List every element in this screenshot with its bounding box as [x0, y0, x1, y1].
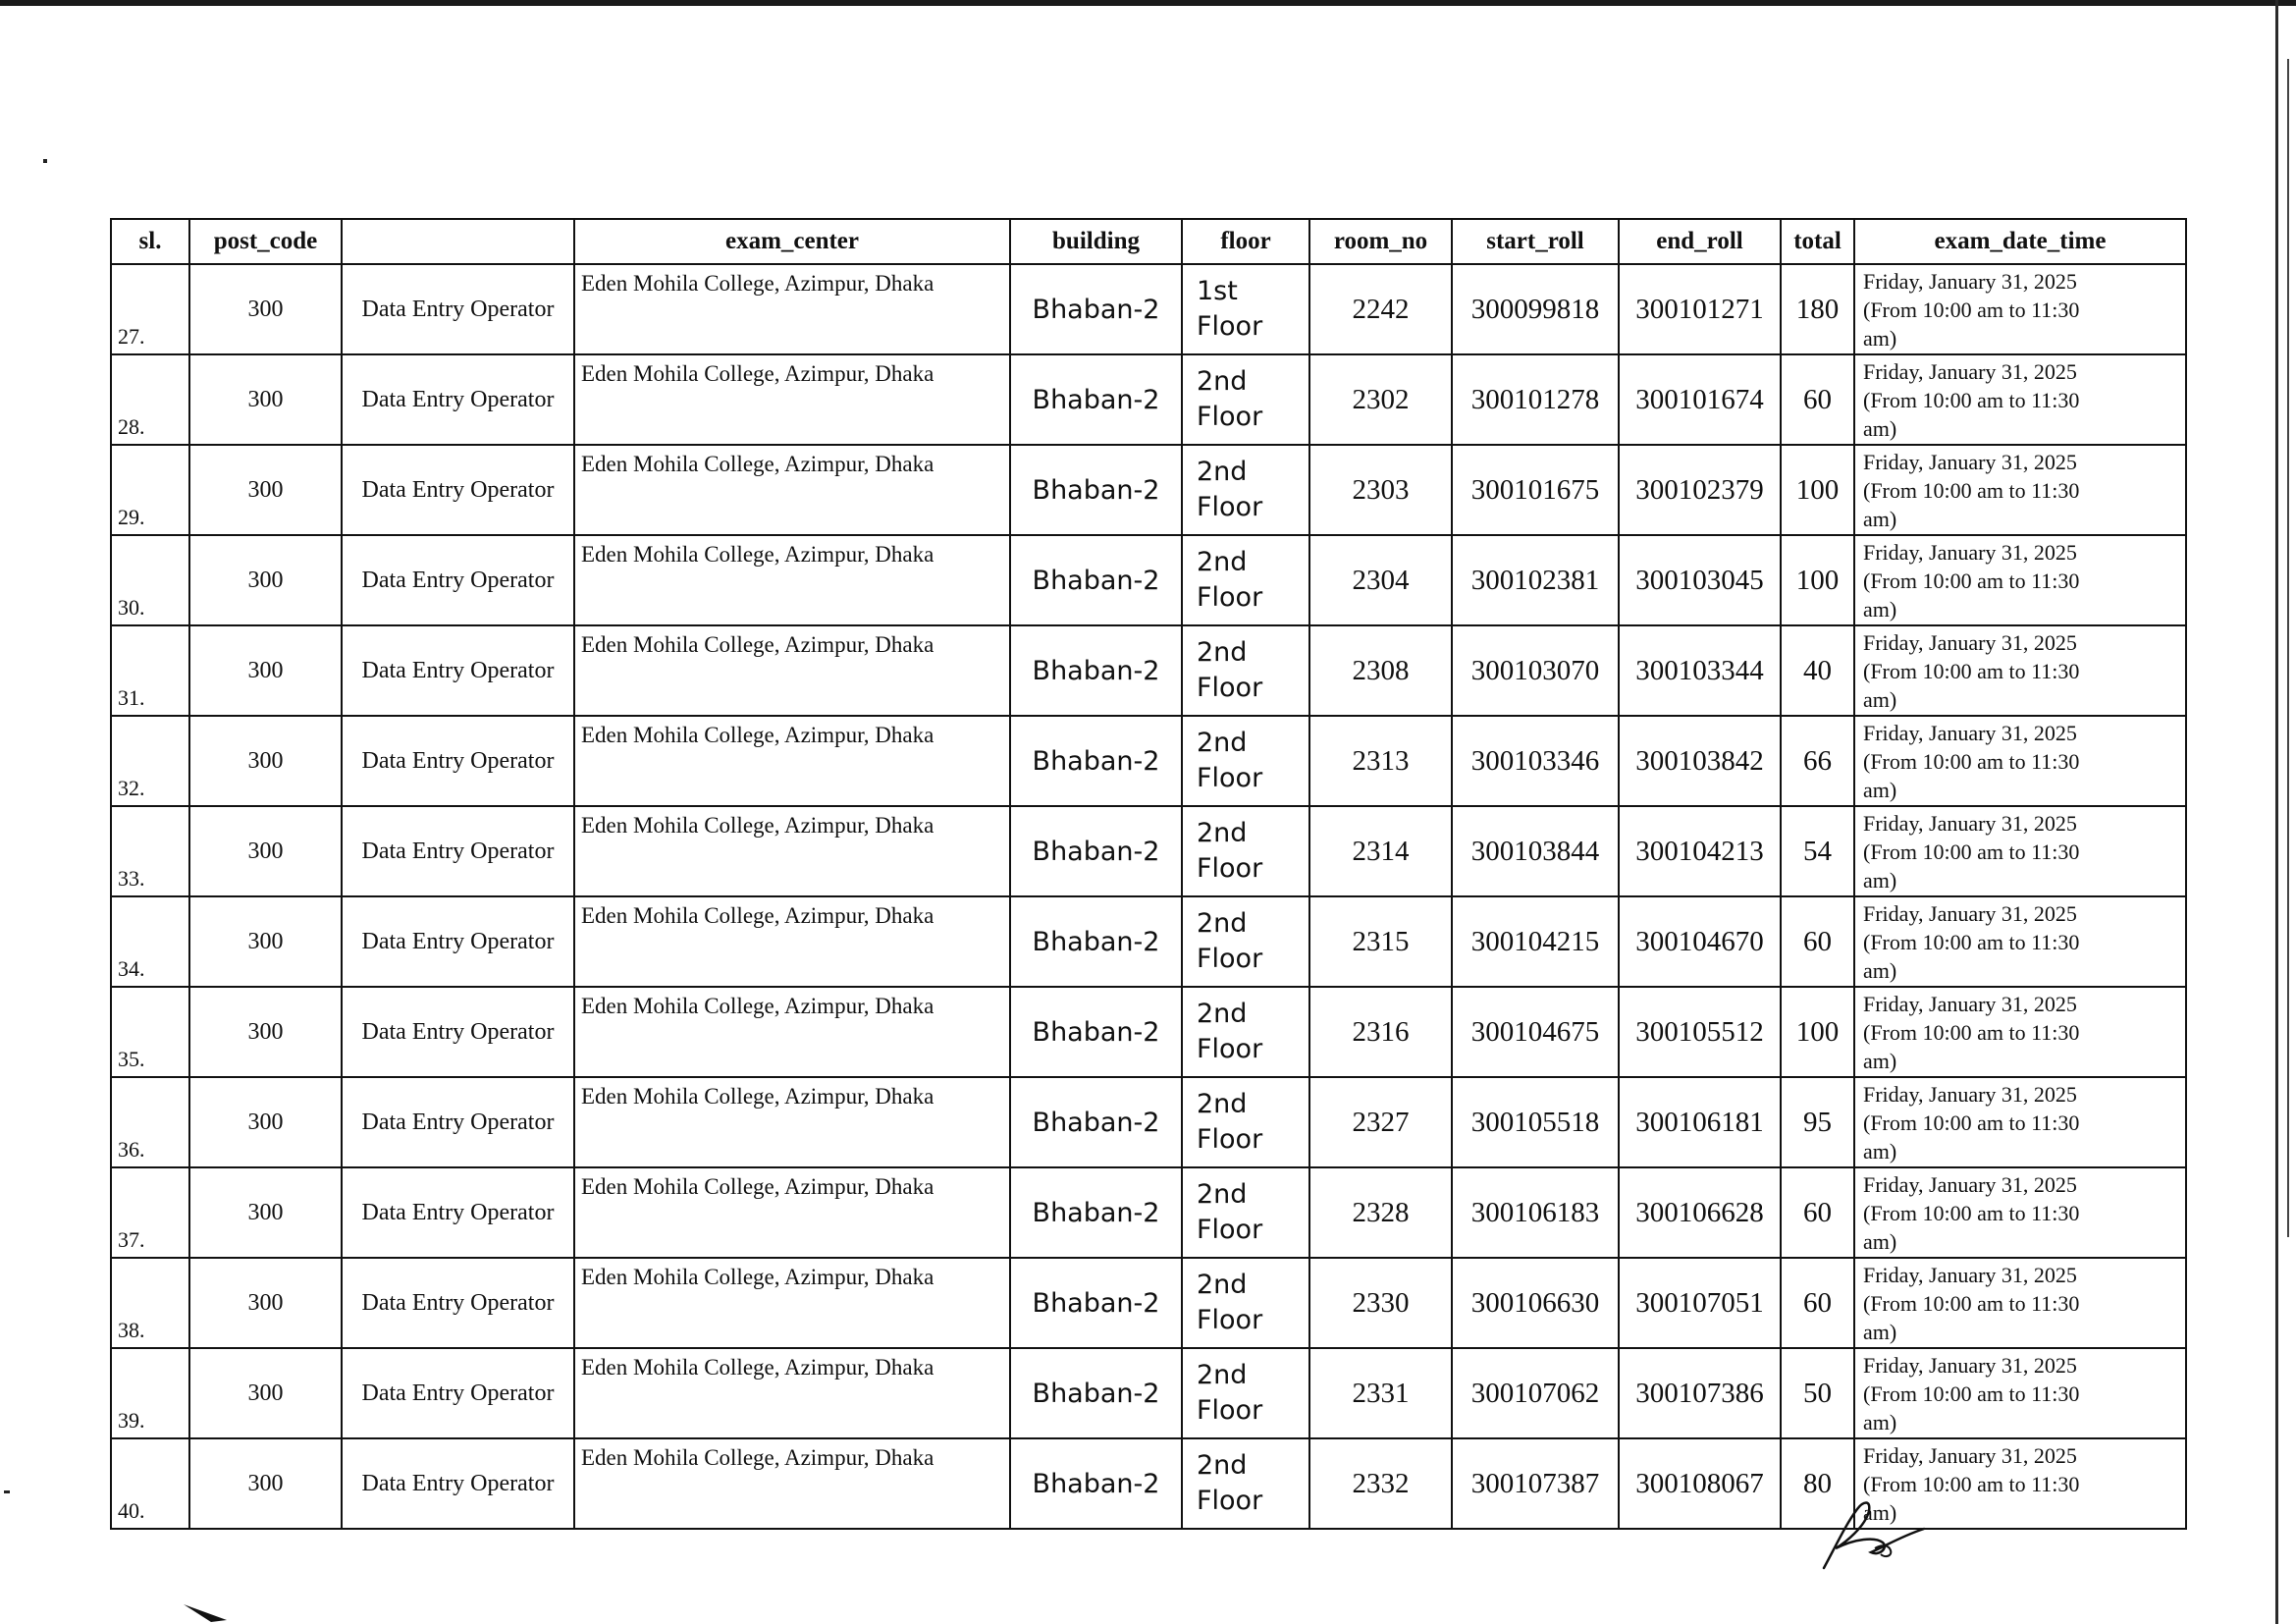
- cell-total: 66: [1781, 716, 1854, 806]
- cell-sl: 27.: [111, 264, 189, 354]
- header-room-no: room_no: [1309, 219, 1452, 264]
- floor-number: 2nd: [1197, 1179, 1248, 1210]
- cell-start-roll: 300102381: [1452, 535, 1619, 625]
- cell-start-roll: 300104215: [1452, 896, 1619, 987]
- cell-post-name: Data Entry Operator: [342, 1077, 574, 1167]
- cell-end-roll: 300104670: [1619, 896, 1781, 987]
- cell-building: Bhaban-2: [1010, 1258, 1182, 1348]
- cell-room-no: 2314: [1309, 806, 1452, 896]
- cell-floor: [1182, 1348, 1309, 1438]
- header-post-code: post_code: [189, 219, 342, 264]
- cell-end-roll: 300101271: [1619, 264, 1781, 354]
- cell-total: 60: [1781, 896, 1854, 987]
- cell-post-name: Data Entry Operator: [342, 625, 574, 716]
- cell-room-no: 2303: [1309, 445, 1452, 535]
- cell-end-roll: 300106181: [1619, 1077, 1781, 1167]
- floor-label: Floor: [1197, 582, 1263, 613]
- cell-start-roll: 300103346: [1452, 716, 1619, 806]
- document-page: [110, 218, 2185, 1530]
- exam-time-end: am): [1863, 1228, 1897, 1254]
- cell-sl: 33.: [111, 806, 189, 896]
- exam-date: Friday, January 31, 2025: [1863, 539, 2077, 565]
- exam-time: (From 10:00 am to 11:30: [1863, 929, 2080, 954]
- cell-end-roll: 300108067: [1619, 1438, 1781, 1529]
- exam-time: (From 10:00 am to 11:30: [1863, 568, 2080, 593]
- exam-time-end: am): [1863, 506, 1897, 531]
- floor-label: Floor: [1197, 1124, 1263, 1155]
- exam-seat-plan-table: [110, 218, 2187, 1530]
- cell-floor: [1182, 354, 1309, 445]
- cell-post-name: Data Entry Operator: [342, 535, 574, 625]
- cell-end-roll: 300104213: [1619, 806, 1781, 896]
- cell-total: 50: [1781, 1348, 1854, 1438]
- cell-room-no: 2242: [1309, 264, 1452, 354]
- scan-right-edge: [2275, 0, 2278, 1624]
- cell-post-name: Data Entry Operator: [342, 987, 574, 1077]
- exam-date: Friday, January 31, 2025: [1863, 358, 2077, 384]
- floor-label: Floor: [1197, 853, 1263, 884]
- table-header-row: [111, 219, 2186, 264]
- cell-exam-date-time: [1854, 716, 2186, 806]
- cell-post-code: 300: [189, 1258, 342, 1348]
- cell-sl: 38.: [111, 1258, 189, 1348]
- cell-post-code: 300: [189, 1077, 342, 1167]
- floor-label: Floor: [1197, 1305, 1263, 1335]
- cell-exam-date-time: [1854, 1348, 2186, 1438]
- cell-start-roll: 300106630: [1452, 1258, 1619, 1348]
- cell-exam-center: Eden Mohila College, Azimpur, Dhaka: [574, 806, 1010, 896]
- cell-start-roll: 300105518: [1452, 1077, 1619, 1167]
- cell-building: Bhaban-2: [1010, 354, 1182, 445]
- cell-floor: [1182, 987, 1309, 1077]
- cell-room-no: 2328: [1309, 1167, 1452, 1258]
- cell-total: 100: [1781, 987, 1854, 1077]
- cell-total: 40: [1781, 625, 1854, 716]
- header-total: total: [1781, 219, 1854, 264]
- cell-total: 100: [1781, 445, 1854, 535]
- floor-number: 2nd: [1197, 457, 1248, 487]
- cell-exam-center: Eden Mohila College, Azimpur, Dhaka: [574, 1348, 1010, 1438]
- table-row: [111, 987, 2186, 1077]
- exam-time-end: am): [1863, 777, 1897, 802]
- exam-time: (From 10:00 am to 11:30: [1863, 1200, 2080, 1225]
- table-row: [111, 264, 2186, 354]
- floor-number: 2nd: [1197, 1450, 1248, 1481]
- signature-mark: [1806, 1488, 1934, 1576]
- cell-start-roll: 300103070: [1452, 625, 1619, 716]
- cell-exam-date-time: [1854, 806, 2186, 896]
- cell-start-roll: 300101278: [1452, 354, 1619, 445]
- cell-room-no: 2304: [1309, 535, 1452, 625]
- cell-room-no: 2327: [1309, 1077, 1452, 1167]
- exam-date: Friday, January 31, 2025: [1863, 1171, 2077, 1197]
- header-exam-center: exam_center: [574, 219, 1010, 264]
- table-row: [111, 354, 2186, 445]
- cell-building: Bhaban-2: [1010, 264, 1182, 354]
- cell-building: Bhaban-2: [1010, 806, 1182, 896]
- floor-number: 2nd: [1197, 728, 1248, 758]
- exam-date: Friday, January 31, 2025: [1863, 720, 2077, 745]
- table-row: [111, 1167, 2186, 1258]
- cell-end-roll: 300105512: [1619, 987, 1781, 1077]
- cell-exam-center: Eden Mohila College, Azimpur, Dhaka: [574, 1077, 1010, 1167]
- scan-top-edge: [0, 0, 2296, 6]
- floor-number: 2nd: [1197, 637, 1248, 668]
- cell-room-no: 2316: [1309, 987, 1452, 1077]
- cell-end-roll: 300101674: [1619, 354, 1781, 445]
- exam-time-end: am): [1863, 1499, 1897, 1525]
- exam-date: Friday, January 31, 2025: [1863, 900, 2077, 926]
- table-row: [111, 896, 2186, 987]
- floor-label: Floor: [1197, 944, 1263, 974]
- cell-exam-date-time: [1854, 445, 2186, 535]
- exam-time: (From 10:00 am to 11:30: [1863, 658, 2080, 683]
- cell-floor: [1182, 264, 1309, 354]
- cell-post-code: 300: [189, 1348, 342, 1438]
- exam-time-end: am): [1863, 415, 1897, 441]
- cell-end-roll: 300103842: [1619, 716, 1781, 806]
- cell-building: Bhaban-2: [1010, 716, 1182, 806]
- cell-sl: 40.: [111, 1438, 189, 1529]
- cell-exam-center: Eden Mohila College, Azimpur, Dhaka: [574, 1258, 1010, 1348]
- floor-number: 2nd: [1197, 366, 1248, 397]
- cell-sl: 37.: [111, 1167, 189, 1258]
- cell-post-code: 300: [189, 445, 342, 535]
- exam-time: (From 10:00 am to 11:30: [1863, 1019, 2080, 1045]
- exam-time: (From 10:00 am to 11:30: [1863, 387, 2080, 412]
- cell-post-name: Data Entry Operator: [342, 716, 574, 806]
- exam-date: Friday, January 31, 2025: [1863, 1442, 2077, 1468]
- cell-post-name: Data Entry Operator: [342, 1258, 574, 1348]
- table-row: [111, 625, 2186, 716]
- floor-label: Floor: [1197, 1395, 1263, 1426]
- floor-label: Floor: [1197, 1034, 1263, 1064]
- table-row: [111, 445, 2186, 535]
- cell-floor: [1182, 896, 1309, 987]
- cell-floor: [1182, 445, 1309, 535]
- cell-post-code: 300: [189, 264, 342, 354]
- cell-total: 100: [1781, 535, 1854, 625]
- cell-room-no: 2330: [1309, 1258, 1452, 1348]
- cell-post-code: 300: [189, 535, 342, 625]
- cell-start-roll: 300104675: [1452, 987, 1619, 1077]
- cell-end-roll: 300103344: [1619, 625, 1781, 716]
- header-building: building: [1010, 219, 1182, 264]
- cell-floor: [1182, 1258, 1309, 1348]
- header-post-name: [342, 219, 574, 264]
- table-row: [111, 806, 2186, 896]
- cell-exam-date-time: [1854, 987, 2186, 1077]
- cell-post-name: Data Entry Operator: [342, 806, 574, 896]
- cell-exam-center: Eden Mohila College, Azimpur, Dhaka: [574, 445, 1010, 535]
- cell-exam-date-time: [1854, 625, 2186, 716]
- floor-label: Floor: [1197, 673, 1263, 703]
- table-row: [111, 1077, 2186, 1167]
- cell-start-roll: 300107387: [1452, 1438, 1619, 1529]
- cell-exam-center: Eden Mohila College, Azimpur, Dhaka: [574, 625, 1010, 716]
- cell-post-code: 300: [189, 1167, 342, 1258]
- cell-building: Bhaban-2: [1010, 896, 1182, 987]
- floor-number: 2nd: [1197, 908, 1248, 939]
- cell-room-no: 2308: [1309, 625, 1452, 716]
- table-row: [111, 716, 2186, 806]
- exam-time-end: am): [1863, 1138, 1897, 1164]
- scan-right-edge-line: [2287, 59, 2289, 1237]
- floor-number: 2nd: [1197, 818, 1248, 848]
- cell-total: 60: [1781, 1167, 1854, 1258]
- cell-sl: 34.: [111, 896, 189, 987]
- cell-exam-center: Eden Mohila College, Azimpur, Dhaka: [574, 535, 1010, 625]
- floor-label: Floor: [1197, 1215, 1263, 1245]
- cell-start-roll: 300106183: [1452, 1167, 1619, 1258]
- exam-time-end: am): [1863, 1409, 1897, 1435]
- cell-post-name: Data Entry Operator: [342, 1348, 574, 1438]
- cell-sl: 31.: [111, 625, 189, 716]
- cell-exam-center: Eden Mohila College, Azimpur, Dhaka: [574, 354, 1010, 445]
- cell-sl: 28.: [111, 354, 189, 445]
- cell-room-no: 2331: [1309, 1348, 1452, 1438]
- table-row: [111, 1258, 2186, 1348]
- cell-total: 60: [1781, 1258, 1854, 1348]
- exam-time: (From 10:00 am to 11:30: [1863, 748, 2080, 774]
- cell-floor: [1182, 806, 1309, 896]
- exam-time: (From 10:00 am to 11:30: [1863, 297, 2080, 322]
- exam-time: (From 10:00 am to 11:30: [1863, 1380, 2080, 1406]
- exam-date: Friday, January 31, 2025: [1863, 1081, 2077, 1107]
- cell-building: Bhaban-2: [1010, 1077, 1182, 1167]
- cell-exam-center: Eden Mohila College, Azimpur, Dhaka: [574, 1167, 1010, 1258]
- cell-end-roll: 300106628: [1619, 1167, 1781, 1258]
- cell-total: 80: [1781, 1438, 1854, 1529]
- table-body: [111, 264, 2186, 1529]
- cell-floor: [1182, 1438, 1309, 1529]
- cell-floor: [1182, 716, 1309, 806]
- cell-total: 95: [1781, 1077, 1854, 1167]
- exam-time: (From 10:00 am to 11:30: [1863, 839, 2080, 864]
- cell-exam-date-time: [1854, 1258, 2186, 1348]
- cell-start-roll: 300103844: [1452, 806, 1619, 896]
- exam-date: Friday, January 31, 2025: [1863, 629, 2077, 655]
- exam-time-end: am): [1863, 957, 1897, 983]
- cell-exam-date-time: [1854, 264, 2186, 354]
- exam-date: Friday, January 31, 2025: [1863, 449, 2077, 474]
- exam-time-end: am): [1863, 1319, 1897, 1344]
- exam-date: Friday, January 31, 2025: [1863, 810, 2077, 836]
- cell-sl: 32.: [111, 716, 189, 806]
- floor-label: Floor: [1197, 402, 1263, 432]
- table-row: [111, 535, 2186, 625]
- cell-building: Bhaban-2: [1010, 1438, 1182, 1529]
- exam-date: Friday, January 31, 2025: [1863, 1262, 2077, 1287]
- floor-number: 2nd: [1197, 1089, 1248, 1119]
- header-floor: floor: [1182, 219, 1309, 264]
- exam-time: (From 10:00 am to 11:30: [1863, 1110, 2080, 1135]
- cell-total: 180: [1781, 264, 1854, 354]
- cell-post-name: Data Entry Operator: [342, 1167, 574, 1258]
- cell-exam-date-time: [1854, 535, 2186, 625]
- exam-time: (From 10:00 am to 11:30: [1863, 1471, 2080, 1496]
- cell-post-code: 300: [189, 354, 342, 445]
- cell-building: Bhaban-2: [1010, 987, 1182, 1077]
- cell-sl: 39.: [111, 1348, 189, 1438]
- cell-room-no: 2315: [1309, 896, 1452, 987]
- cell-post-code: 300: [189, 625, 342, 716]
- cell-post-code: 300: [189, 987, 342, 1077]
- cell-building: Bhaban-2: [1010, 1167, 1182, 1258]
- cell-end-roll: 300102379: [1619, 445, 1781, 535]
- cell-start-roll: 300101675: [1452, 445, 1619, 535]
- cell-sl: 30.: [111, 535, 189, 625]
- exam-time-end: am): [1863, 325, 1897, 351]
- floor-number: 1st: [1197, 276, 1238, 306]
- floor-label: Floor: [1197, 311, 1263, 342]
- cell-end-roll: 300107051: [1619, 1258, 1781, 1348]
- cell-post-name: Data Entry Operator: [342, 445, 574, 535]
- cell-start-roll: 300107062: [1452, 1348, 1619, 1438]
- cell-exam-center: Eden Mohila College, Azimpur, Dhaka: [574, 896, 1010, 987]
- cell-end-roll: 300107386: [1619, 1348, 1781, 1438]
- cell-room-no: 2313: [1309, 716, 1452, 806]
- cell-post-code: 300: [189, 806, 342, 896]
- header-start-roll: start_roll: [1452, 219, 1619, 264]
- table-row: [111, 1348, 2186, 1438]
- cell-sl: 35.: [111, 987, 189, 1077]
- floor-label: Floor: [1197, 1486, 1263, 1516]
- cell-exam-date-time: [1854, 354, 2186, 445]
- floor-number: 2nd: [1197, 547, 1248, 577]
- exam-date: Friday, January 31, 2025: [1863, 991, 2077, 1016]
- floor-label: Floor: [1197, 492, 1263, 522]
- cell-exam-center: Eden Mohila College, Azimpur, Dhaka: [574, 264, 1010, 354]
- cell-exam-center: Eden Mohila College, Azimpur, Dhaka: [574, 716, 1010, 806]
- cell-post-code: 300: [189, 1438, 342, 1529]
- cell-post-name: Data Entry Operator: [342, 1438, 574, 1529]
- scan-speck: [4, 1490, 10, 1493]
- cell-floor: [1182, 535, 1309, 625]
- exam-time: (From 10:00 am to 11:30: [1863, 1290, 2080, 1316]
- scan-speck: [43, 159, 47, 163]
- cell-exam-center: Eden Mohila College, Azimpur, Dhaka: [574, 1438, 1010, 1529]
- cell-building: Bhaban-2: [1010, 625, 1182, 716]
- cell-building: Bhaban-2: [1010, 535, 1182, 625]
- header-sl: sl.: [111, 219, 189, 264]
- cell-exam-date-time: [1854, 1167, 2186, 1258]
- floor-number: 2nd: [1197, 999, 1248, 1029]
- cell-room-no: 2332: [1309, 1438, 1452, 1529]
- cell-total: 60: [1781, 354, 1854, 445]
- header-end-roll: end_roll: [1619, 219, 1781, 264]
- cell-post-name: Data Entry Operator: [342, 264, 574, 354]
- cell-exam-date-time: [1854, 1077, 2186, 1167]
- cell-end-roll: 300103045: [1619, 535, 1781, 625]
- floor-label: Floor: [1197, 763, 1263, 793]
- cell-sl: 29.: [111, 445, 189, 535]
- header-exam-date-time: exam_date_time: [1854, 219, 2186, 264]
- cell-post-code: 300: [189, 716, 342, 806]
- exam-time-end: am): [1863, 1048, 1897, 1073]
- cell-post-name: Data Entry Operator: [342, 354, 574, 445]
- floor-number: 2nd: [1197, 1270, 1248, 1300]
- exam-time: (From 10:00 am to 11:30: [1863, 477, 2080, 503]
- exam-time-end: am): [1863, 867, 1897, 893]
- exam-time-end: am): [1863, 596, 1897, 622]
- cell-post-code: 300: [189, 896, 342, 987]
- cell-room-no: 2302: [1309, 354, 1452, 445]
- cell-building: Bhaban-2: [1010, 1348, 1182, 1438]
- exam-date: Friday, January 31, 2025: [1863, 1352, 2077, 1378]
- exam-time-end: am): [1863, 686, 1897, 712]
- cell-start-roll: 300099818: [1452, 264, 1619, 354]
- exam-date: Friday, January 31, 2025: [1863, 268, 2077, 294]
- cell-exam-center: Eden Mohila College, Azimpur, Dhaka: [574, 987, 1010, 1077]
- cell-exam-date-time: [1854, 896, 2186, 987]
- cell-floor: [1182, 1167, 1309, 1258]
- cell-floor: [1182, 1077, 1309, 1167]
- floor-number: 2nd: [1197, 1360, 1248, 1390]
- cell-total: 54: [1781, 806, 1854, 896]
- cell-sl: 36.: [111, 1077, 189, 1167]
- cell-floor: [1182, 625, 1309, 716]
- scan-arrow-mark: [182, 1600, 231, 1624]
- cell-building: Bhaban-2: [1010, 445, 1182, 535]
- cell-post-name: Data Entry Operator: [342, 896, 574, 987]
